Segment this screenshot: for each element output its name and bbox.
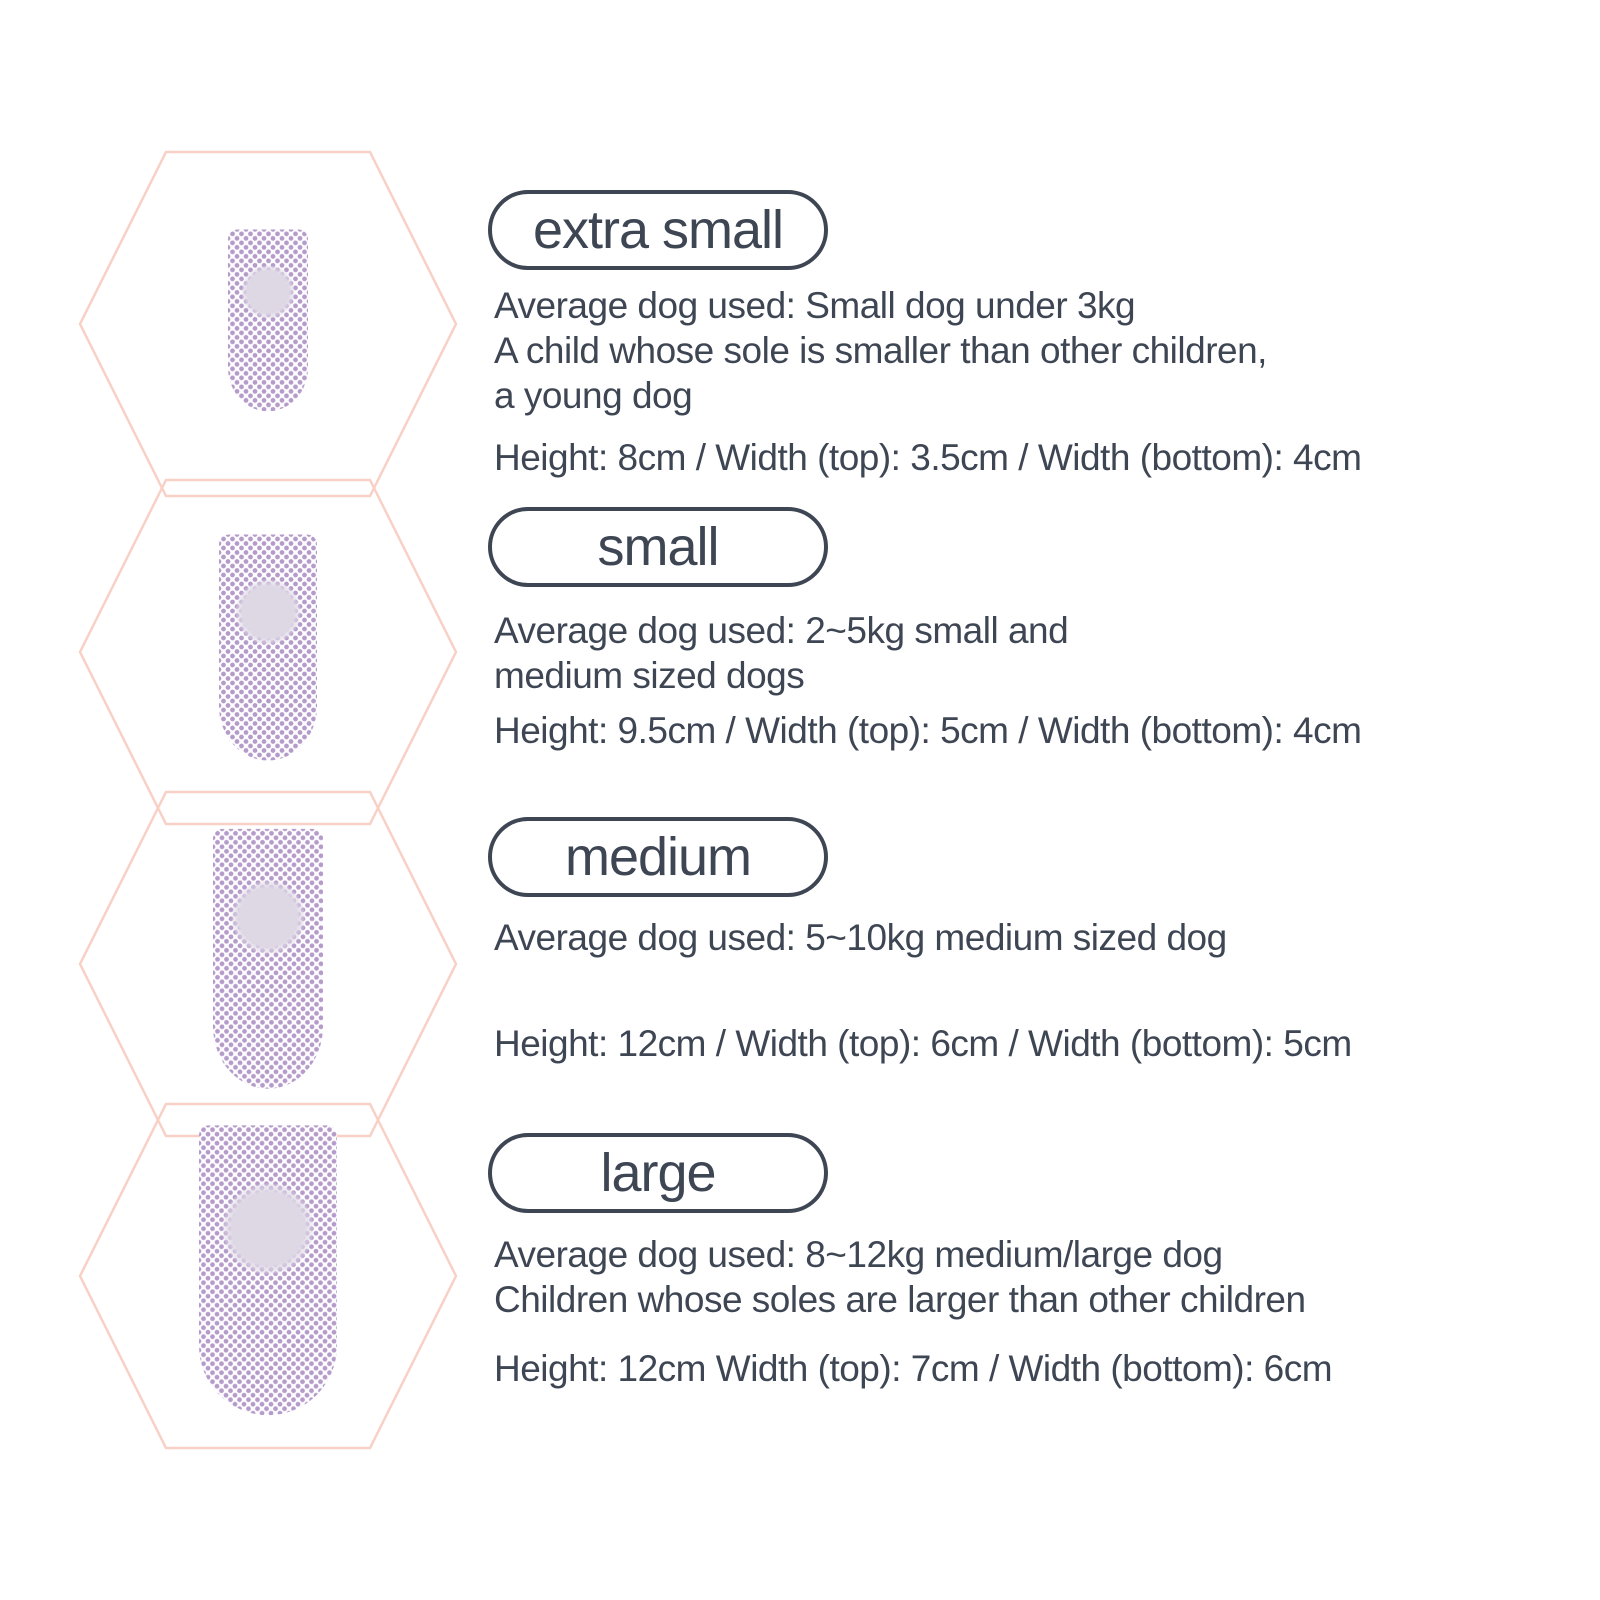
hexagon-frame-extra-small [78,150,458,498]
size-description [494,608,1068,698]
sock-grip-pad-circle [242,266,295,319]
size-label: extra small [532,200,784,260]
description-line: a young dog [494,375,693,416]
size-dimensions: Height: 9.5cm / Width (top): 5cm / Width (bottom): 4cm [494,710,1362,751]
description-line: Average dog used: Small dog under 3kg [494,285,1136,326]
size-label-pill [488,1133,828,1213]
description-line: Average dog used: 2~5kg small and [494,610,1069,651]
size-label: medium [564,827,752,887]
hexagon-frame-large [78,1102,458,1450]
size-description [494,1232,1306,1322]
size-description [494,283,1267,418]
size-dimensions: Height: 8cm / Width (top): 3.5cm / Width (bottom): 4cm [494,437,1362,478]
size-section-medium [488,817,1538,1064]
hexagon-frame-medium [78,790,458,1138]
sock-grip-pad-circle [232,881,305,954]
size-section-extra-small [488,190,1538,478]
description-line: Average dog used: 5~10kg medium sized dog [494,917,1227,958]
description-line: A child whose sole is smaller than other children, [494,330,1267,371]
dog-sock-illustration-extra-small [228,229,308,411]
sock-grip-pad-circle [222,1183,313,1274]
hexagon-frame-small [78,478,458,826]
description-line: medium sized dogs [494,655,805,696]
size-section-small [488,507,1538,751]
size-description [494,915,1227,960]
dog-sock-illustration-medium [213,829,323,1089]
size-label: large [600,1143,716,1203]
size-section-large [488,1133,1538,1389]
size-label: small [597,517,719,577]
size-dimensions: Height: 12cm Width (top): 7cm / Width (bottom): 6cm [494,1348,1333,1389]
description-line: Average dog used: 8~12kg medium/large dog [494,1234,1223,1275]
sock-grip-pad-circle [236,580,301,645]
size-label-pill [488,507,828,587]
dog-sock-illustration-large [199,1125,337,1415]
size-label-pill [488,817,828,897]
size-label-pill [488,190,828,270]
description-line: Children whose soles are larger than other children [494,1279,1306,1320]
size-dimensions: Height: 12cm / Width (top): 6cm / Width (bottom): 5cm [494,1023,1352,1064]
dog-sock-illustration-small [219,534,317,760]
